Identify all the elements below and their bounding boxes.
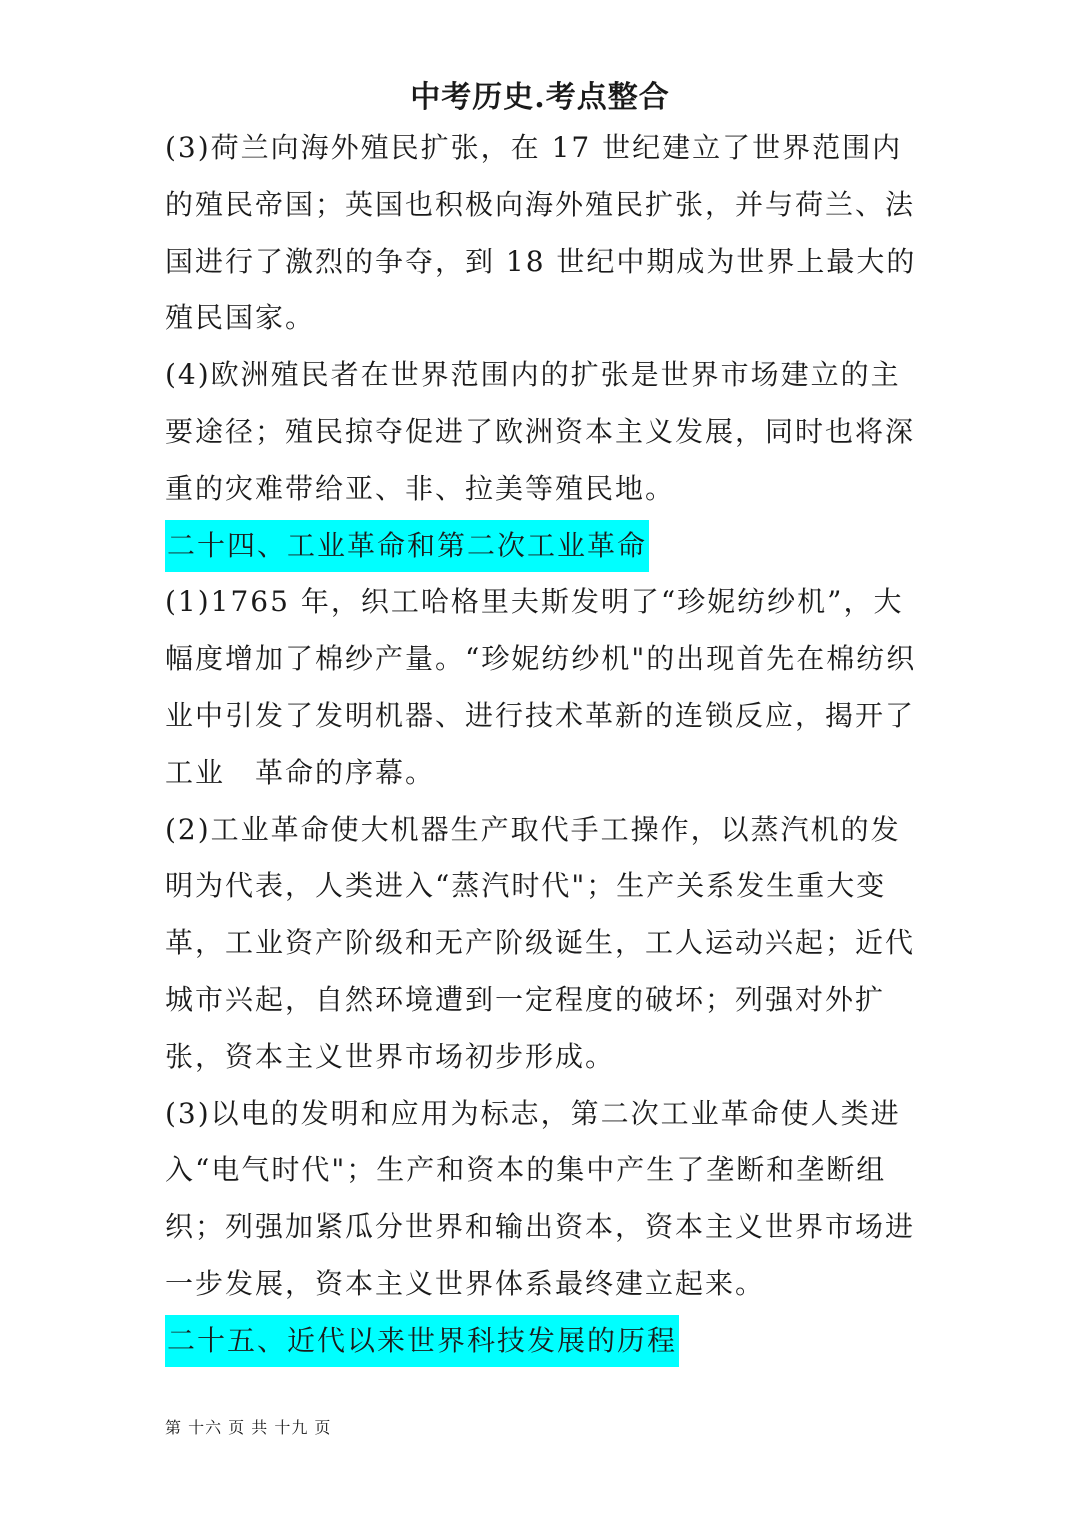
page-footer: 第 十六 页 共 十九 页	[165, 1418, 332, 1437]
section-heading-row-25	[165, 1313, 925, 1370]
document-body	[165, 120, 925, 1370]
paragraph-industrial-3: (3)以电的发明和应用为标志，第二次工业革命使人类进入“电气时代"；生产和资本的集中产生了垄断和垄断组织；列强加紧瓜分世界和输出资本，资本主义世界市场进一步发展，资本主义世界体系最终建立起来。	[165, 1096, 916, 1300]
section-heading-science-technology: 二十五、近代以来世界科技发展的历程	[165, 1315, 679, 1367]
paragraph-industrial-1: (1)1765 年，织工哈格里夫斯发明了“珍妮纺纱机”，大幅度增加了棉纱产量。“珍妮纺纱机"的出现首先在棉纺织业中引发了发明机器、进行技术革新的连锁反应，揭开了工业 革命的序幕。	[165, 585, 917, 789]
paragraph-industrial-2: (2)工业革命使大机器生产取代手工操作，以蒸汽机的发明为代表，人类进入“蒸汽时代"；生产关系发生重大变革，工业资产阶级和无产阶级诞生，工人运动兴起；近代城市兴起，自然环境遭到一定程度的破坏；列强对外扩张，资本主义世界市场初步形成。	[165, 812, 916, 1073]
paragraph-colonial-4: (4)欧洲殖民者在世界范围内的扩张是世界市场建立的主要途径；殖民掠夺促进了欧洲资本主义发展，同时也将深重的灾难带给亚、非、拉美等殖民地。	[165, 358, 916, 505]
page-title: 中考历史.考点整合	[410, 80, 670, 115]
section-heading-row-24	[165, 518, 925, 575]
paragraph-colonial-3: (3)荷兰向海外殖民扩张，在 17 世纪建立了世界范围内的殖民帝国；英国也积极向海外殖民扩张，并与荷兰、法国进行了激烈的争夺，到 18 世纪中期成为世界上最大的殖民国家。	[165, 131, 917, 335]
section-heading-industrial-revolution: 二十四、工业革命和第二次工业革命	[165, 520, 649, 572]
